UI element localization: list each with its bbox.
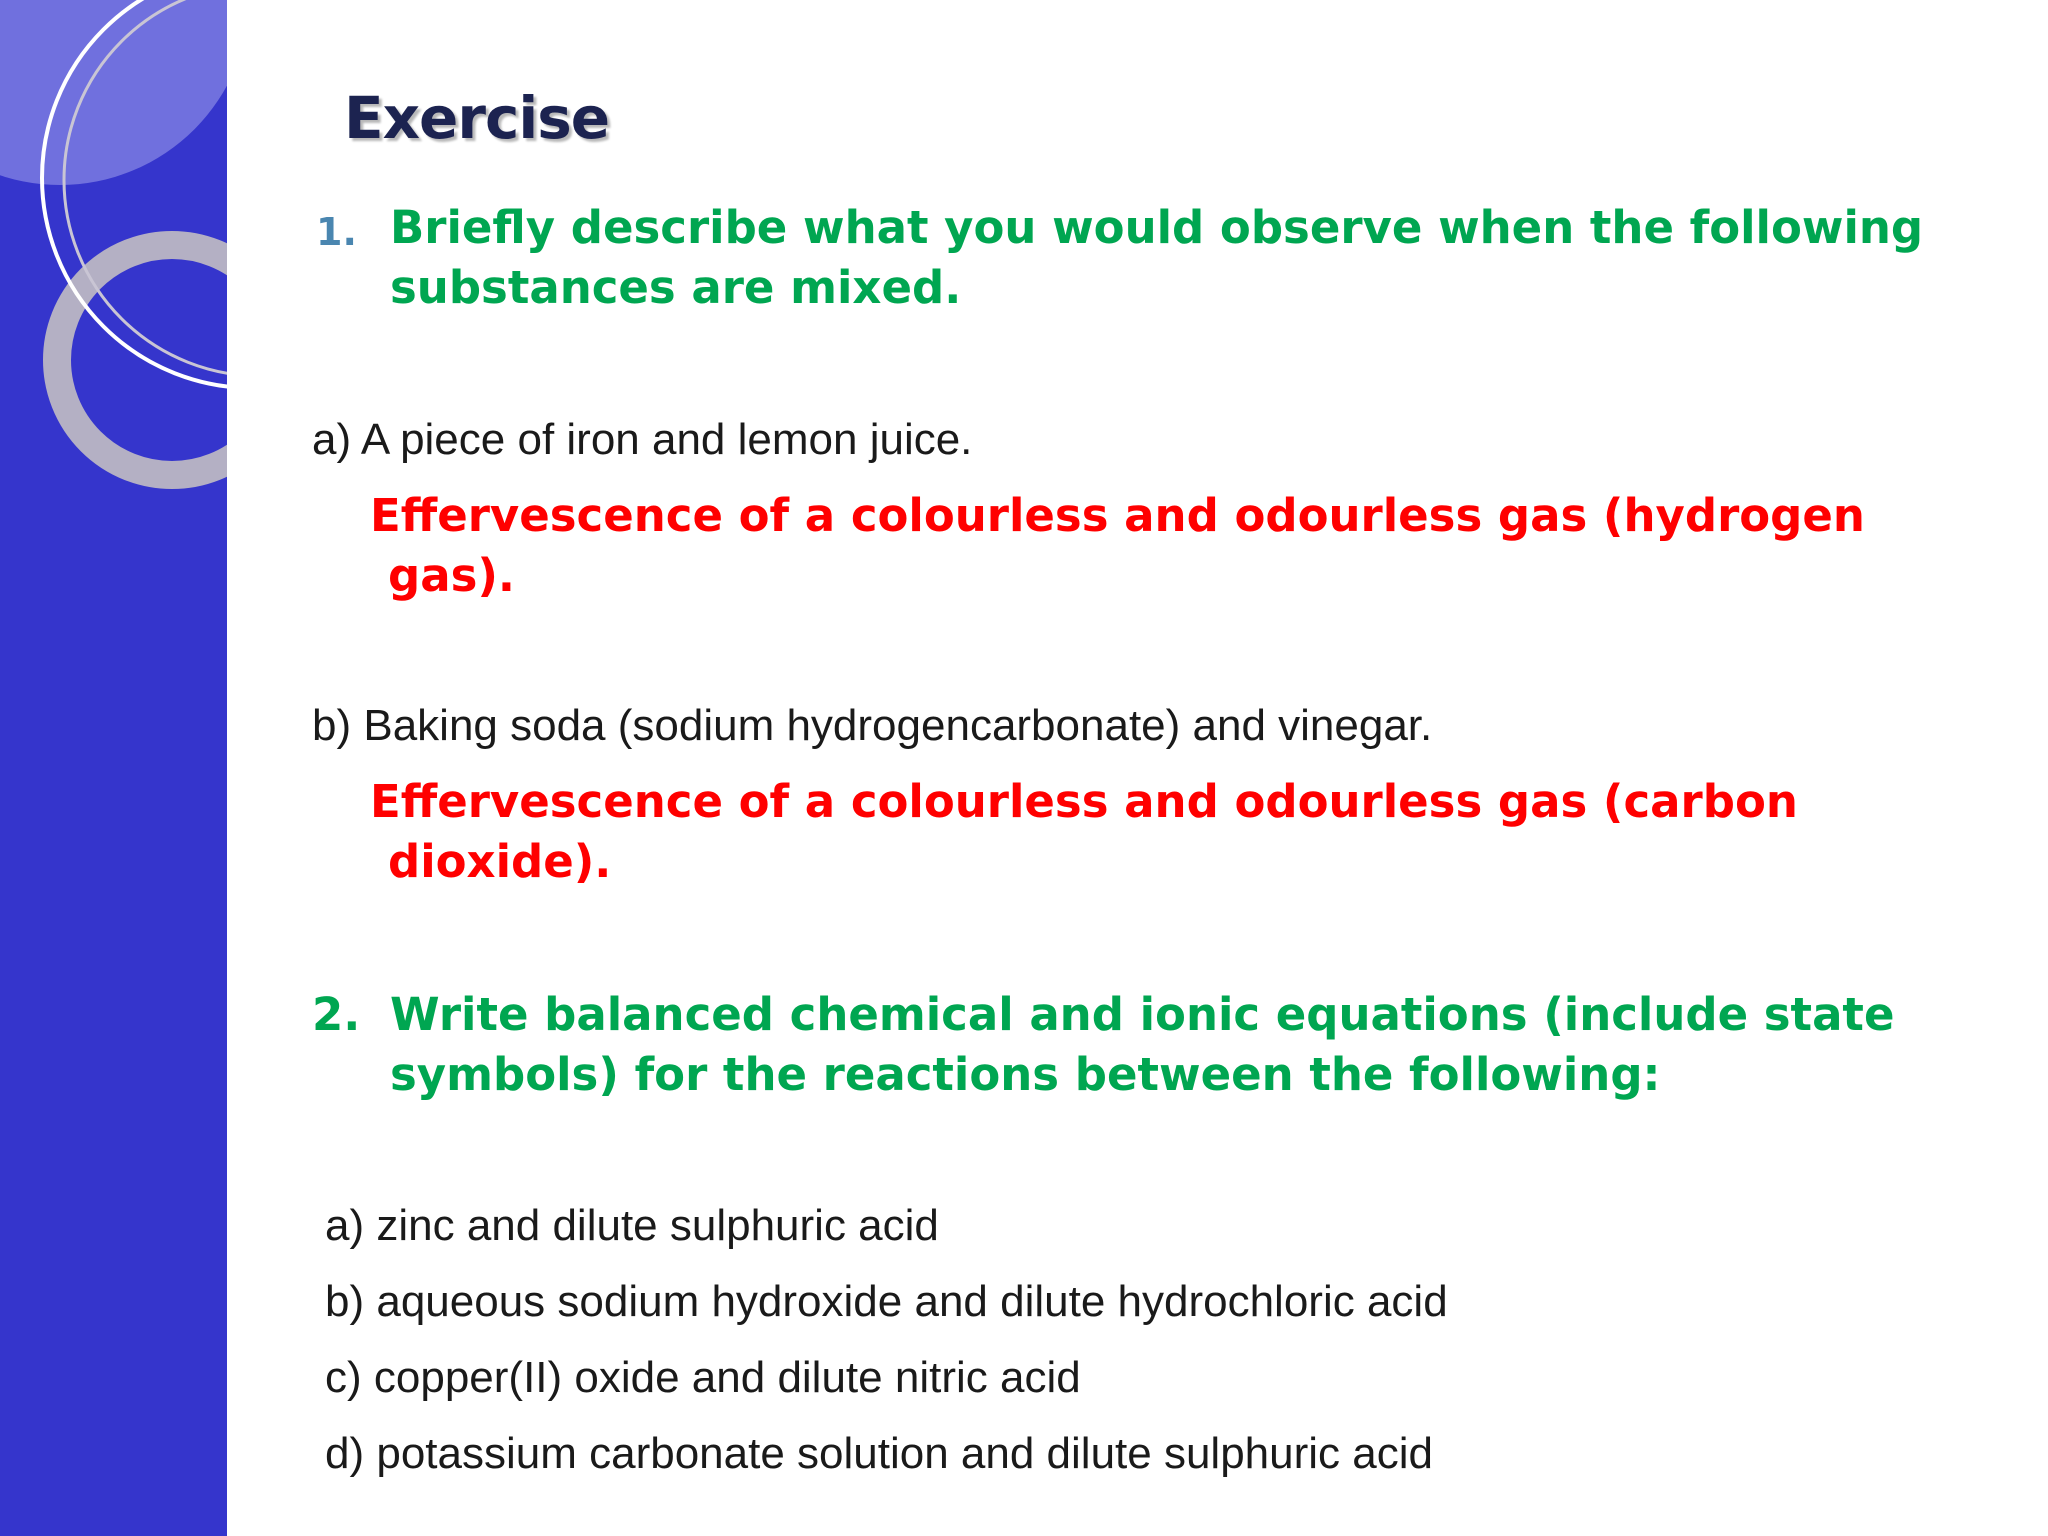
question-1-part-b: b) Baking soda (sodium hydrogencarbonate) and vinegar.: [312, 701, 1433, 750]
answer-a-line-2: gas).: [388, 549, 516, 602]
answer-a-line-1: Effervescence of a colourless and odourless gas (hydrogen: [370, 489, 1865, 542]
question-2-text: Write balanced chemical and ionic equations (include state symbols) for the reactions between the following:: [390, 988, 1895, 1101]
question-2-number: 2.: [312, 988, 361, 1041]
question-1-answer-b: [370, 772, 2010, 892]
question-2-part-b: b) aqueous sodium hydroxide and dilute hydrochloric acid: [325, 1277, 1448, 1326]
question-1: [316, 198, 2016, 318]
slide-title: Exercise: [344, 84, 610, 152]
decorative-sidebar: [0, 0, 227, 1536]
answer-b-line-2: dioxide).: [388, 835, 612, 888]
light-disc-shape: [0, 0, 227, 185]
question-1-answer-a: [370, 486, 2010, 606]
question-2-part-d: d) potassium carbonate solution and dilute sulphuric acid: [325, 1429, 1433, 1478]
question-2-part-a: a) zinc and dilute sulphuric acid: [325, 1201, 939, 1250]
question-1-text: Briefly describe what you would observe when the following substances are mixed.: [390, 201, 1924, 314]
grey-ring-shape: [57, 245, 227, 475]
question-1-number: 1.: [316, 210, 357, 254]
decorative-circles: [0, 0, 227, 500]
question-2: [312, 985, 2012, 1105]
question-2-part-c: c) copper(II) oxide and dilute nitric acid: [325, 1353, 1081, 1402]
answer-b-line-1: Effervescence of a colourless and odourless gas (carbon: [370, 775, 1798, 828]
question-1-part-a: a) A piece of iron and lemon juice.: [312, 415, 973, 464]
